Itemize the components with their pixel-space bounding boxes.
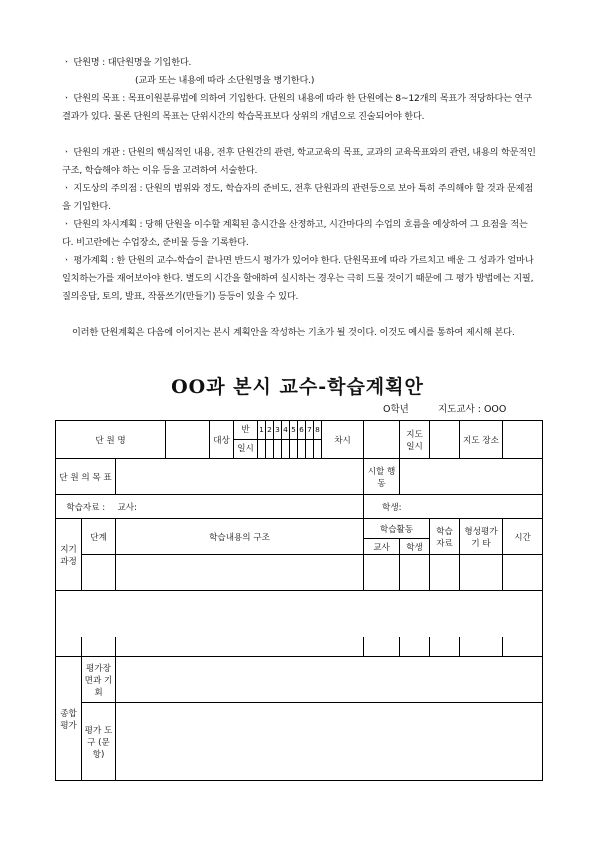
jido-ilsi-label: 지도 일시 [400, 421, 430, 459]
formative-cell[interactable] [460, 555, 503, 591]
formative-label: 형성평가 기 타 [460, 519, 503, 555]
behavior-value[interactable] [400, 459, 543, 495]
ban-label: 반 [234, 421, 257, 440]
lesson-plan-table [55, 420, 543, 781]
unit-name-label: 단 원 명 [56, 421, 166, 459]
behavior-label: 시할 행동 [364, 459, 400, 495]
class-number: 5 [290, 421, 298, 439]
time-label: 시간 [503, 519, 543, 555]
ban-ilsi-cell [234, 421, 258, 459]
class-number: 6 [298, 421, 306, 439]
class-number: 3 [274, 421, 282, 439]
teacher-material[interactable]: 교사: [116, 495, 364, 519]
structure-cell[interactable] [116, 555, 364, 591]
material-label: 학습자료 : [56, 495, 116, 519]
plan-teacher: 지도교사 : OOO [438, 404, 507, 415]
teacher-activity-cell[interactable] [364, 555, 400, 591]
jido-jangso-label: 지도 장소 [460, 421, 503, 459]
plan-grade: O학년 [383, 404, 409, 415]
jido-ilsi-value[interactable] [430, 421, 460, 459]
chasi-value[interactable] [364, 421, 400, 459]
unit-goal-label: 단 원 의 목 표 [56, 459, 116, 495]
chasi-label: 차시 [322, 421, 364, 459]
class-number-grid [258, 421, 322, 459]
student-material[interactable]: 학생: [364, 495, 543, 519]
student-activity-cell[interactable] [400, 555, 430, 591]
eval-tool-value[interactable] [116, 703, 543, 781]
eval-plan-value[interactable] [116, 657, 543, 703]
activity-label: 학습활동 [364, 519, 430, 539]
process-label: 지기 과정 [56, 519, 82, 591]
learn-material-label: 학습 자료 [430, 519, 460, 555]
structure-label: 학습내용의 구조 [116, 519, 364, 555]
eval-tool-label: 평가 도구 (문항) [82, 703, 116, 781]
guide-closing: 이러한 단원계획은 다음에 이어지는 본시 계획안을 작성하는 기초가 될 것이다. 이것도 예시를 통하여 제시해 본다. [72, 327, 515, 338]
class-number: 7 [306, 421, 314, 439]
process-body-space[interactable] [56, 591, 543, 637]
activity-teacher-label: 교사 [364, 539, 400, 555]
guide-lesson-plan: ㆍ 단원의 차시계획 : 당해 단원을 이수할 계획된 총시간을 산정하고, 시간마다의 수업의 흐름을 예상하여 그 요점을 적는다. 비고란에는 수업장소, 준비물 등을 기록한다. [62, 219, 528, 248]
total-eval-label: 종합 평가 [56, 657, 82, 781]
guide-teaching-notes: ㆍ 지도상의 주의점 : 단원의 범위와 정도, 학습자의 준비도, 전후 단원과의 관련등으로 보아 특히 주의해야 할 것과 문제점을 기입한다. [62, 183, 533, 212]
material-cell[interactable] [430, 555, 460, 591]
unit-name-value[interactable] [166, 421, 210, 459]
jido-jangso-value[interactable] [503, 421, 543, 459]
target-label: 대상 [210, 421, 234, 459]
ilsi-label: 일시 [237, 444, 254, 454]
class-number: 8 [315, 425, 320, 434]
guide-unit-overview: ㆍ 단원의 개관 : 단원의 핵심적인 내용, 전후 단원간의 관련, 학교교육의 목표, 교과의 교육목표와의 관련, 내용의 학문적인 구조, 학습해야 하는 이유 등을 고려하여 서술한다. [62, 147, 536, 176]
class-number: 4 [282, 421, 290, 439]
guide-unit-goal: ㆍ 단원의 목표 : 목표이원분류법에 의하여 기입한다. 단원의 내용에 따라 한 단원에는 8~12개의 목표가 적당하다는 연구결과가 있다. 물론 단원의 목표는 단위시간의 학습목표보다 상위의 개념으로 진술되어야 한다. [62, 93, 532, 122]
eval-plan-label: 평가장 면과 기회 [82, 657, 116, 703]
guide-evaluation-plan: ㆍ 평가계획 : 한 단원의 교수-학습이 끝나면 반드시 평가가 있어야 한다. 단원목표에 따라 가르치고 배운 그 성과가 얼마나 일치하는가를 재어보아야 한다. 별도의 시간을 할애하여 실시하는 경우는 극히 드물 것이기 때문에 그 평가 방법에는 지필, 질의응답, 토의, 발표, 작품쓰기(만들기) 등등이 있을 수 있다. [62, 255, 534, 302]
guide-unit-name: ㆍ 단원명 : 대단원명을 기입한다. [62, 57, 192, 68]
class-number: 2 [266, 421, 274, 439]
unit-goal-value[interactable] [116, 459, 364, 495]
time-cell[interactable] [503, 555, 543, 591]
plan-title: OO과 본시 교수-학습계획안 [171, 376, 424, 398]
class-number: 1 [258, 421, 266, 439]
stage-cell[interactable] [82, 555, 116, 591]
activity-student-label: 학생 [400, 539, 430, 555]
stage-label: 단계 [82, 519, 116, 555]
guide-unit-name-note: (교과 또는 내용에 따라 소단원명을 병기한다.) [135, 75, 315, 86]
